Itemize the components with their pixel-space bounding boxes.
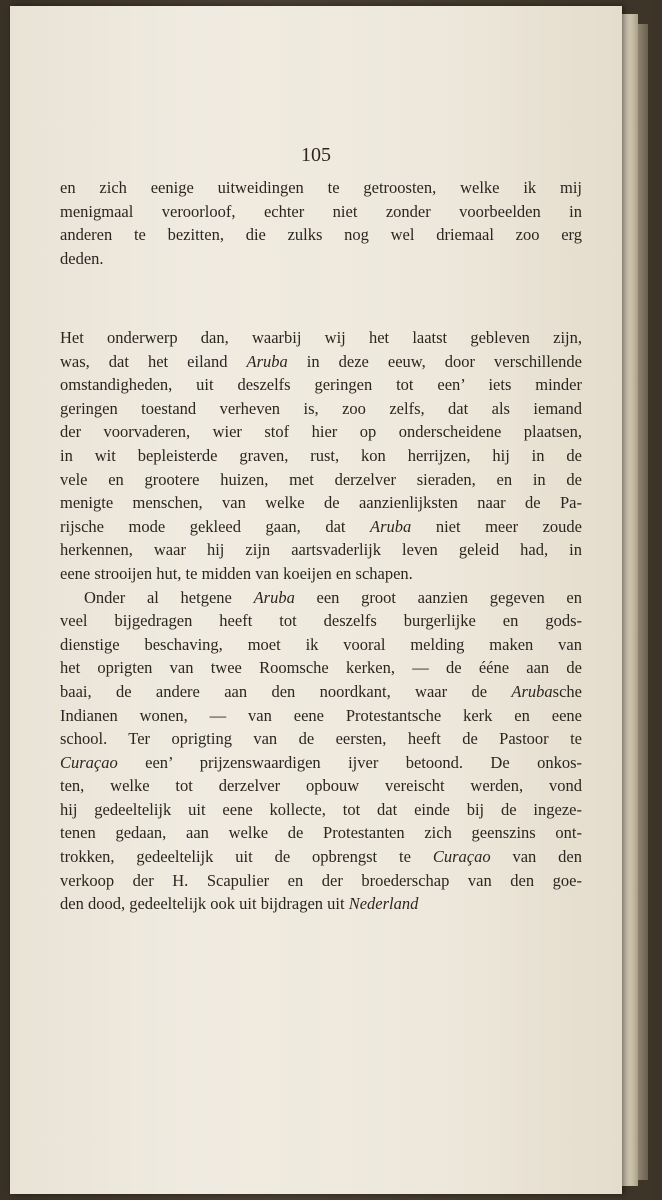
- paragraph-1: [60, 176, 582, 270]
- text-line: menigte menschen, van welke de aanzienlijksten naar de Pa-: [60, 493, 582, 513]
- text-line: trokken, gedeeltelijk uit de opbrengst te Curaçao van den: [60, 847, 582, 867]
- text-line: menigmaal veroorloof, echter niet zonder voorbeelden in: [60, 201, 582, 221]
- page-number: 105: [301, 144, 331, 166]
- italic-name: Curaçao: [60, 752, 118, 772]
- italic-name: Aruba: [511, 681, 553, 701]
- text-line: vele en grootere huizen, met derzelver sieraden, en in de: [60, 469, 582, 489]
- text-line: hij gedeeltelijk uit eene kollecte, tot dat einde bij de ingeze-: [60, 799, 582, 819]
- text-line: deden.: [60, 248, 104, 268]
- text-line: en zich eenige uitweidingen te getroosten, welke ik mij: [60, 178, 582, 197]
- text-line: omstandigheden, uit deszelfs geringen tot een’ iets minder: [60, 375, 582, 395]
- text-line: Het onderwerp dan, waarbij wij het laatst gebleven zijn,: [60, 328, 582, 347]
- paragraph-2: [60, 326, 582, 916]
- text-line: het oprigten van twee Roomsche kerken, — de ééne aan de: [60, 658, 582, 678]
- text-line: veel bijgedragen heeft tot deszelfs burgerlijke en gods-: [60, 611, 582, 631]
- text-line: der voorvaderen, wier stof hier op onderscheidene plaatsen,: [60, 422, 582, 442]
- page-edge: [622, 14, 638, 1186]
- text-line: ten, welke tot derzelver opbouw vereischt werden, vond: [60, 776, 582, 796]
- italic-name: Aruba: [253, 587, 295, 607]
- text-line: rijsche mode gekleed gaan, dat Aruba niet meer zoude: [60, 516, 582, 536]
- text-line: was, dat het eiland Aruba in deze eeuw, door verschillende: [60, 351, 582, 371]
- text-line: den dood, gedeeltelijk ook uit bijdragen uit Nederland: [60, 894, 419, 914]
- text-line: herkennen, waar hij zijn aartsvaderlijk leven geleid had, in: [60, 540, 582, 560]
- text-line: Indianen wonen, — van eene Protestantsche kerk en eene: [60, 705, 582, 725]
- text-line: Curaçao een’ prijzenswaardigen ijver betoond. De onkos-: [60, 752, 582, 772]
- text-line: verkoop der H. Scapulier en der broederschap van den goe-: [60, 870, 582, 890]
- italic-name: Aruba: [370, 516, 412, 536]
- text-line: eene strooijen hut, te midden van koeijen en schapen.: [60, 563, 413, 583]
- text-line: in wit bepleisterde graven, rust, kon herrijzen, hij in de: [60, 445, 582, 465]
- text-line: baai, de andere aan den noordkant, waar de Arubasche: [60, 681, 582, 701]
- text-line: anderen te bezitten, die zulks nog wel driemaal zoo erg: [60, 225, 582, 245]
- book-page: [10, 6, 622, 1194]
- page-edge-shadow: [638, 24, 648, 1180]
- text-line: geringen toestand verheven is, zoo zelfs, dat als iemand: [60, 398, 582, 418]
- text-line: school. Ter oprigting van de eersten, heeft de Pastoor te: [60, 729, 582, 749]
- text-line: Onder al hetgene Aruba een groot aanzien gegeven en: [84, 587, 582, 607]
- italic-name: Nederland: [348, 894, 419, 914]
- italic-name: Curaçao: [432, 847, 491, 867]
- italic-name: Aruba: [246, 351, 288, 371]
- text-line: tenen gedaan, aan welke de Protestanten zich geenszins ont-: [60, 823, 582, 843]
- text-line: dienstige beschaving, moet ik vooral melding maken van: [60, 634, 582, 654]
